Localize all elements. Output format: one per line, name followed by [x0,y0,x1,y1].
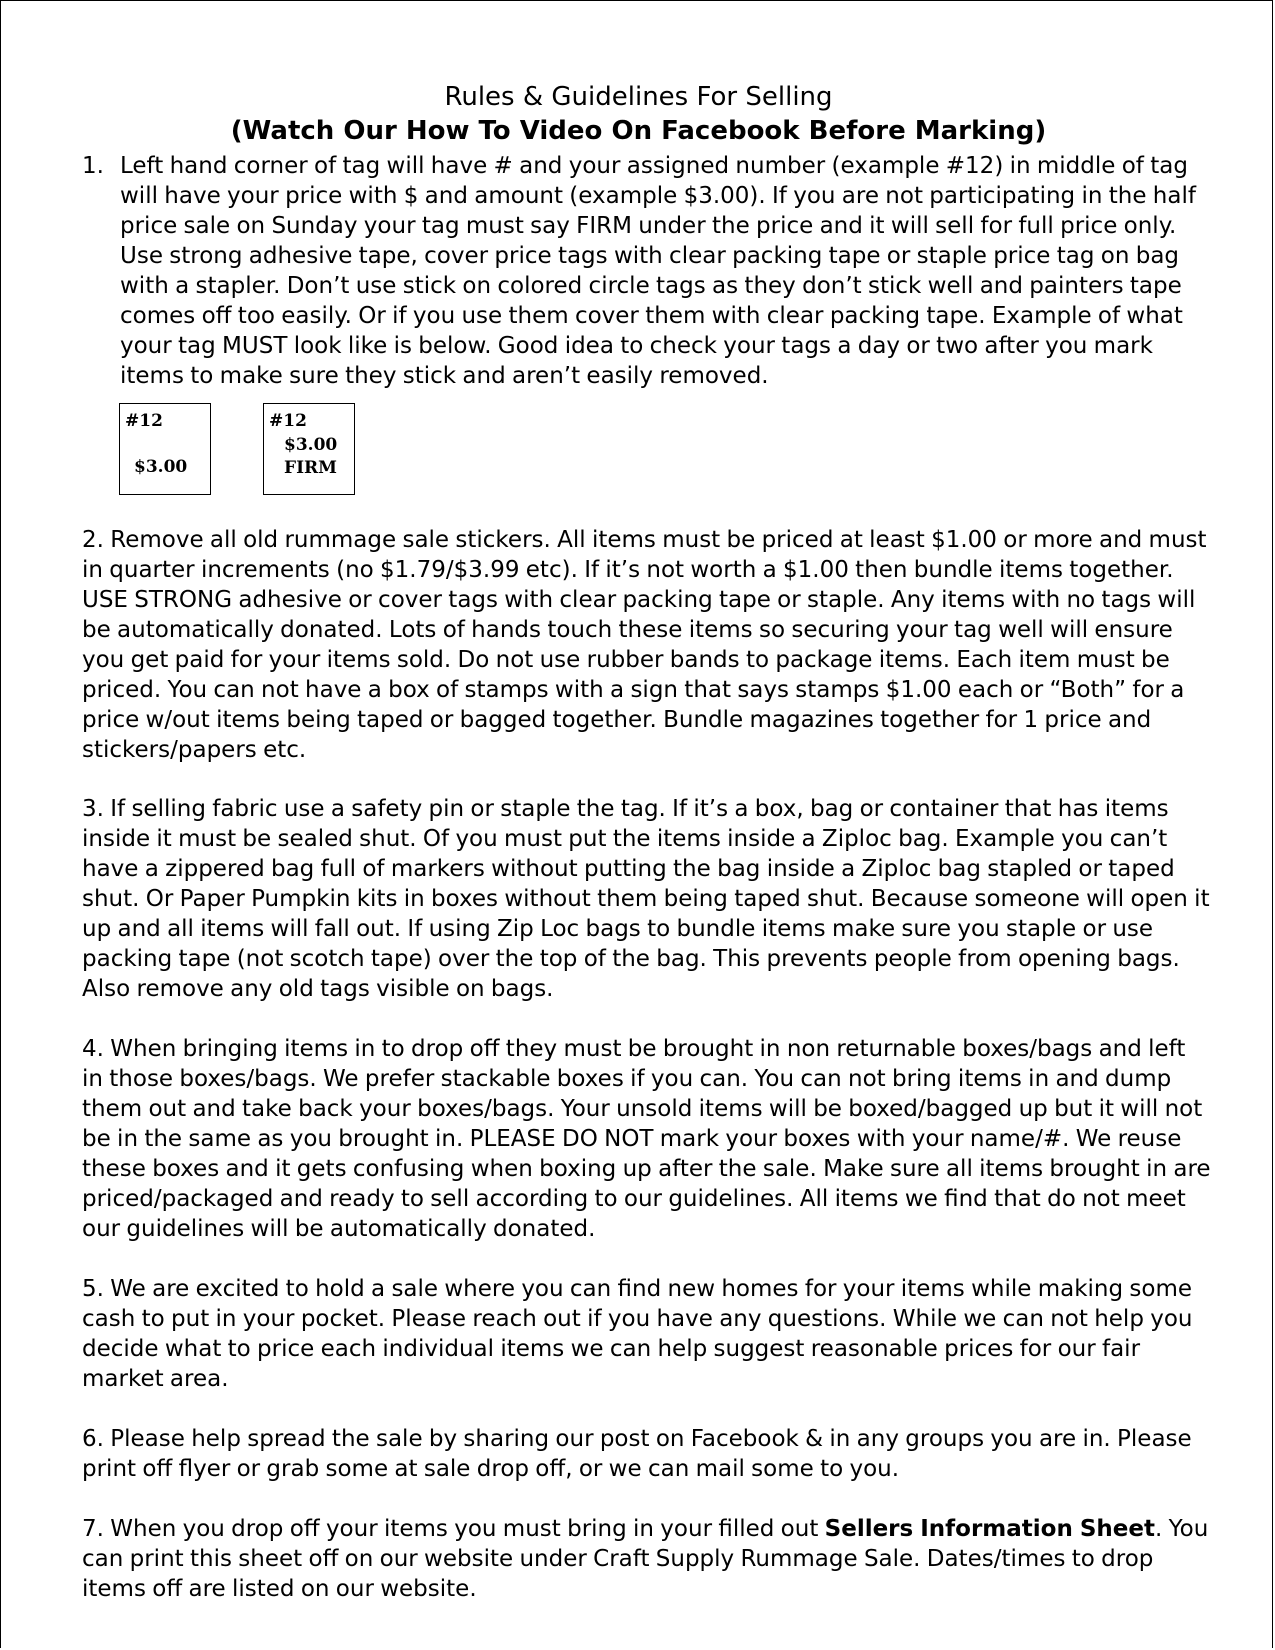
rule-3: 3. If selling fabric use a safety pin or staple the tag. If it’s a box, bag or container that has items inside it must be sealed shut. Of you must put the items inside a Ziploc bag. Example you can’t have a zippered bag full of markers without putting the bag inside a Ziploc bag stapled or taped shut. Or Paper Pumpkin kits in boxes without them being taped shut. Because someone will open it up and all items will fall out. If using Zip Loc bags to bundle items make sure you staple or use packing tape (not scotch tape) over the top of the bag. This prevents people from opening bags. Also remove any old tags visible on bags. [82,796,1210,1002]
tag-example-price: $3.00 [284,435,338,455]
page-subtitle: (Watch Our How To Video On Facebook Before Marking) [230,116,1047,146]
rule-7 [82,1514,1212,1604]
rule-1-number: 1. [82,153,104,179]
tag-example-regular [119,403,211,495]
rule-4: 4. When bringing items in to drop off they must be brought in non returnable boxes/bags and left in those boxes/bags. We prefer stackable boxes if you can. You can not bring items in and dump them out and take back your boxes/bags. Your unsold items will be boxed/bagged up but it will not be in the same as you brought in. PLEASE DO NOT mark your boxes with your name/#. We reuse these boxes and it gets confusing when boxing up after the sale. Make sure all items brought in are priced/packaged and ready to sell according to our guidelines. All items we find that do not meet our guidelines will be automatically donated. [82,1036,1211,1242]
rule-1-text: Left hand corner of tag will have # and your assigned number (example #12) in middle of tag will have your price with $ and amount (example $3.00). If you are not participating in the half price sale on Sunday your tag must say FIRM under the price and it will sell for full price only. Use strong adhesive tape, cover price tags with clear packing tape or staple price tag on bag with a stapler. Don’t use stick on colored circle tags as they don’t stick well and painters tape comes off too easily. Or if you use them cover them with clear packing tape. Example of what your tag MUST look like is below. Good idea to check your tags a day or two after you mark items to make sure they stick and aren’t easily removed. [120,153,1196,389]
tag-example-number: #12 [269,411,307,431]
rule-2: 2. Remove all old rummage sale stickers. All items must be priced at least $1.00 or more and must in quarter increments (no $1.79/$3.99 etc). If it’s not worth a $1.00 then bundle items together. USE STRONG adhesive or cover tags with clear packing tape or staple. Any items with no tags will be automatically donated. Lots of hands touch these items so securing your tag well will ensure you get paid for your items sold. Do not use rubber bands to package items. Each item must be priced. You can not have a box of stamps with a sign that says stamps $1.00 each or “Both” for a price w/out items being taped or bagged together. Bundle magazines together for 1 price and stickers/papers etc. [82,527,1207,763]
rule-5: 5. We are excited to hold a sale where you can find new homes for your items while making some cash to put in your pocket. Please reach out if you have any questions. While we can not help you decide what to price each individual items we can help suggest reasonable prices for our fair market area. [82,1276,1193,1392]
rule-6: 6. Please help spread the sale by sharing our post on Facebook & in any groups you are in. Please print off flyer or grab some at sale drop off, or we can mail some to you. [82,1426,1192,1482]
tag-example-number: #12 [125,411,163,431]
rule-7-text: 7. When you drop off your items you must bring in your filled out [82,1516,825,1542]
page-title: Rules & Guidelines For Selling [444,82,833,112]
rule-7-text-end: . You can print this sheet off on our website under Craft Supply Rummage Sale. Dates/times to drop items off are listed on our website. [82,1516,1209,1602]
tag-example-firm [263,403,355,495]
sellers-information-sheet: Sellers Information Sheet [824,1516,1155,1542]
tag-example-price: $3.00 [134,457,188,477]
tag-example-firm-label: FIRM [284,458,337,478]
